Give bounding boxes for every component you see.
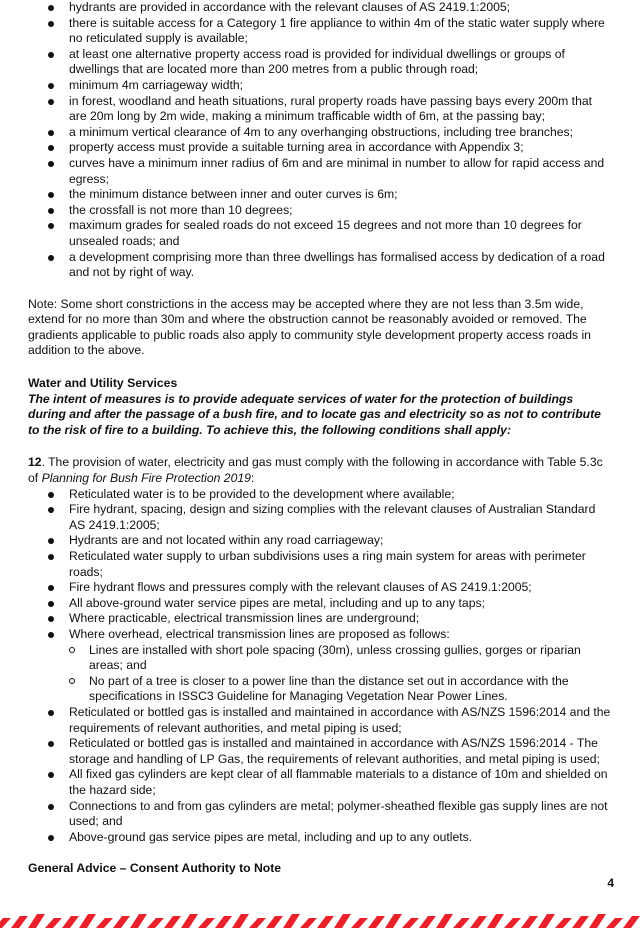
page-content	[28, 0, 613, 877]
list-item: maximum grades for sealed roads do not exceed 15 degrees and not more than 10 degrees for unsealed roads; and	[28, 218, 613, 249]
footer-stripe	[113, 916, 130, 928]
footer-stripe	[28, 914, 45, 928]
footer-stripe	[385, 914, 402, 928]
footer-stripe	[62, 916, 79, 928]
footer-stripe	[555, 918, 572, 928]
list-item	[28, 627, 613, 705]
footer-stripe	[249, 918, 266, 928]
footer-stripe	[504, 918, 521, 928]
list-item: Reticulated water is to be provided to the development where available;	[28, 487, 613, 503]
list-item: in forest, woodland and heath situations, rural property roads have passing bays every 200m that are 20m long by 2m wide, making a minimum trafficable width of 6m, at the passing bay;	[28, 94, 613, 125]
footer-stripe	[198, 918, 215, 928]
footer-stripe	[368, 916, 385, 928]
water-utility-list	[28, 487, 613, 846]
list-item: Reticulated water supply to urban subdivisions uses a ring main system for areas with perimeter roads;	[28, 549, 613, 580]
footer-stripe	[130, 914, 147, 928]
list-item: the crossfall is not more than 10 degrees;	[28, 203, 613, 219]
page-number: 4	[607, 876, 614, 890]
footer-stripes	[0, 914, 640, 928]
list-item: Above-ground gas service pipes are metal, including and up to any outlets.	[28, 830, 613, 846]
footer-stripe	[266, 916, 283, 928]
list-item: the minimum distance between inner and outer curves is 6m;	[28, 187, 613, 203]
list-item: Fire hydrant flows and pressures comply with the relevant clauses of AS 2419.1:2005;	[28, 580, 613, 596]
footer-stripe	[572, 916, 589, 928]
sub-list-item: No part of a tree is closer to a power line than the distance set out in accordance with the specifications in ISSC3 Guideline for Managing Vegetation Near Power Lines.	[69, 674, 613, 705]
sub-list-item: Lines are installed with short pole spacing (30m), unless crossing gullies, gorges or riparian areas; and	[69, 643, 613, 674]
footer-stripe	[436, 914, 453, 928]
list-item: Connections to and from gas cylinders are metal; polymer-sheathed flexible gas supply lines are not used; and	[28, 799, 613, 830]
footer-stripe	[45, 918, 62, 928]
list-item: Reticulated or bottled gas is installed and maintained in accordance with AS/NZS 1596:2014 - The storage and handling of LP Gas, the requirements of relevant authorities, and metal piping is used;	[28, 736, 613, 767]
footer-stripe	[351, 918, 368, 928]
list-item: hydrants are provided in accordance with the relevant clauses of AS 2419.1:2005;	[28, 0, 613, 16]
footer-stripe	[96, 918, 113, 928]
overhead-lines-sublist	[69, 643, 613, 705]
list-item: at least one alternative property access road is provided for individual dwellings or groups of dwellings that are located more than 200 metres from a public through road;	[28, 47, 613, 78]
list-item: there is suitable access for a Category 1 fire appliance to within 4m of the static water supply where no reticulated supply is available;	[28, 16, 613, 47]
list-item: a minimum vertical clearance of 4m to any overhanging obstructions, including tree branches;	[28, 125, 613, 141]
footer-stripe	[402, 918, 419, 928]
footer-stripe	[623, 916, 640, 928]
publication-title: Planning for Bush Fire Protection 2019	[41, 471, 251, 486]
list-item: curves have a minimum inner radius of 6m and are minimal in number to allow for rapid access and egress;	[28, 156, 613, 187]
condition-12	[28, 455, 613, 486]
list-item: Reticulated or bottled gas is installed and maintained in accordance with AS/NZS 1596:2014 and the requirements of relevant authorities, and metal piping is used;	[28, 705, 613, 736]
list-item: minimum 4m carriageway width;	[28, 78, 613, 94]
footer-stripe	[606, 918, 623, 928]
footer-stripe	[589, 914, 606, 928]
footer-stripe	[521, 916, 538, 928]
list-item: Fire hydrant, spacing, design and sizing complies with the relevant clauses of Australian Standard AS 2419.1:2005;	[28, 502, 613, 533]
footer-stripe	[11, 916, 28, 928]
list-item: property access must provide a suitable turning area in accordance with Appendix 3;	[28, 140, 613, 156]
list-item: All fixed gas cylinders are kept clear of all flammable materials to a distance of 10m and shielded on the hazard side;	[28, 767, 613, 798]
footer-stripe	[487, 914, 504, 928]
list-item: Where practicable, electrical transmission lines are underground;	[28, 611, 613, 627]
list-item: a development comprising more than three dwellings has formalised access by dedication of a road and not by right of way.	[28, 250, 613, 281]
condition-text: . The provision of water, electricity and gas must comply with the following in accordance with Table 5.3c of	[28, 455, 603, 486]
list-item: Hydrants are and not located within any road carriageway;	[28, 533, 613, 549]
footer-stripe-band	[0, 896, 640, 928]
intent-statement: The intent of measures is to provide adequate services of water for the protection of buildings during and after the passage of a bush fire, and to locate gas and electricity so as not to contribute to the risk of fire to a building. To achieve this, the following conditions shall apply:	[28, 391, 601, 437]
footer-stripe	[300, 918, 317, 928]
footer-stripe	[317, 916, 334, 928]
footer-stripe	[181, 914, 198, 928]
footer-stripe	[79, 914, 96, 928]
condition-colon: :	[250, 471, 255, 486]
footer-stripe	[147, 918, 164, 928]
access-requirements-list	[28, 0, 613, 281]
footer-stripe	[470, 916, 487, 928]
footer-stripe	[453, 918, 470, 928]
footer-stripe	[538, 914, 555, 928]
footer-stripe	[164, 916, 181, 928]
list-item: All above-ground water service pipes are metal, including and up to any taps;	[28, 596, 613, 612]
section-heading-general-advice: General Advice – Consent Authority to Note	[28, 861, 282, 876]
list-item-text: Where overhead, electrical transmission lines are proposed as follows:	[69, 626, 450, 641]
footer-stripe	[334, 914, 351, 928]
condition-number: 12	[28, 455, 42, 470]
footer-stripe	[419, 916, 436, 928]
footer-stripe	[215, 916, 232, 928]
access-note: Note: Some short constrictions in the access may be accepted where they are not less than 3.5m wide, extend for no more than 30m and where the obstruction cannot be reasonably avoided or removed. The gradients applicable to public roads also apply to community style development property access roads in addition to the above.	[28, 296, 591, 358]
footer-stripe	[0, 918, 11, 928]
section-heading-water-utility: Water and Utility Services	[28, 376, 178, 391]
footer-stripe	[232, 914, 249, 928]
footer-stripe	[283, 914, 300, 928]
